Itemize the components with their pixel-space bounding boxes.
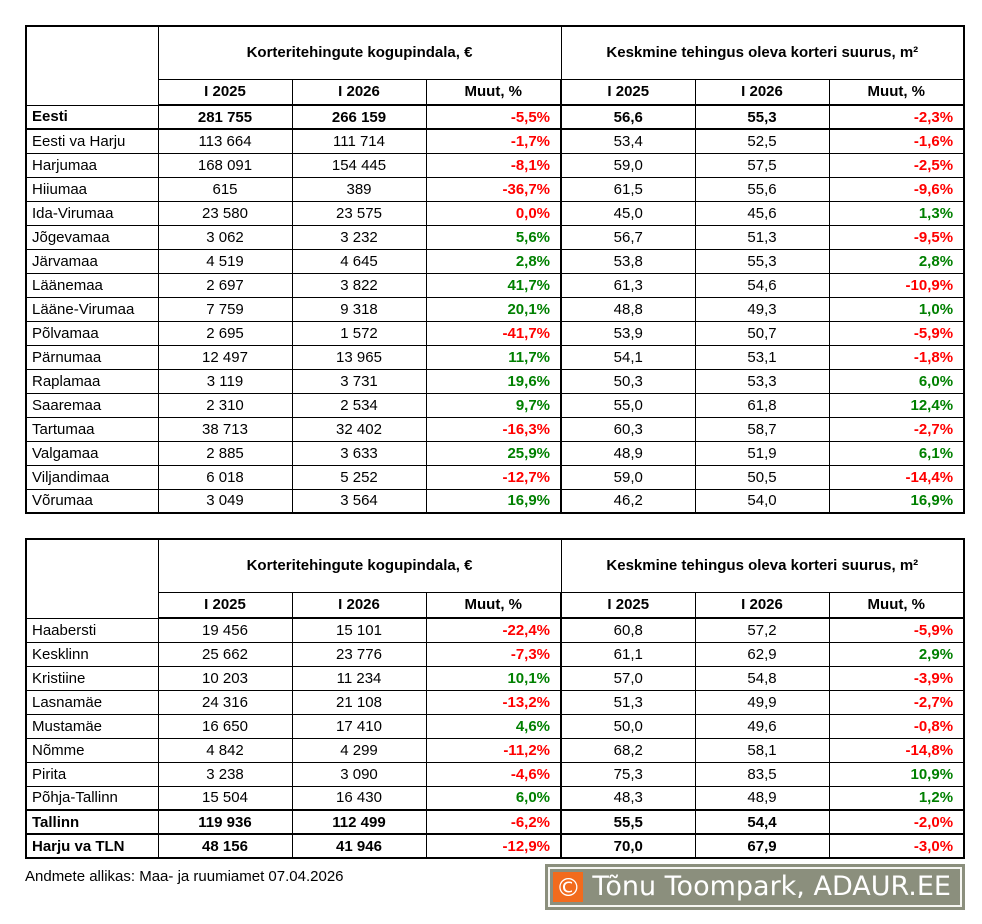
- value-cell: 55,3: [695, 105, 829, 129]
- change-percent-cell: -5,9%: [829, 321, 964, 345]
- region-label: Ida-Virumaa: [26, 201, 158, 225]
- value-cell: 10 203: [158, 666, 292, 690]
- table-row: [26, 225, 964, 249]
- value-cell: 23 575: [292, 201, 426, 225]
- group-header-row: [26, 26, 964, 79]
- col-header-muut: Muut, %: [829, 79, 964, 105]
- change-percent-cell: -14,4%: [829, 465, 964, 489]
- value-cell: 111 714: [292, 129, 426, 153]
- table-row: [26, 153, 964, 177]
- value-cell: 5 252: [292, 465, 426, 489]
- table-row: [26, 618, 964, 642]
- region-label: Tallinn: [26, 810, 158, 834]
- value-cell: 3 633: [292, 441, 426, 465]
- value-cell: 23 580: [158, 201, 292, 225]
- value-cell: 113 664: [158, 129, 292, 153]
- region-label: Järvamaa: [26, 249, 158, 273]
- change-percent-cell: 10,1%: [426, 666, 561, 690]
- col-header-i2026: I 2026: [292, 592, 426, 618]
- value-cell: 50,3: [561, 369, 695, 393]
- value-cell: 2 885: [158, 441, 292, 465]
- value-cell: 51,9: [695, 441, 829, 465]
- value-cell: 48,9: [561, 441, 695, 465]
- change-percent-cell: 20,1%: [426, 297, 561, 321]
- value-cell: 48,9: [695, 786, 829, 810]
- data-source-note: Andmete allikas: Maa- ja ruumiamet 07.04.2026: [25, 868, 344, 885]
- value-cell: 57,5: [695, 153, 829, 177]
- value-cell: 4 842: [158, 738, 292, 762]
- value-cell: 45,6: [695, 201, 829, 225]
- value-cell: 13 965: [292, 345, 426, 369]
- region-label: Hiiumaa: [26, 177, 158, 201]
- table-row: [26, 177, 964, 201]
- region-label: Nõmme: [26, 738, 158, 762]
- value-cell: 53,9: [561, 321, 695, 345]
- region-label: Haabersti: [26, 618, 158, 642]
- value-cell: 7 759: [158, 297, 292, 321]
- table-row: [26, 321, 964, 345]
- value-cell: 59,0: [561, 153, 695, 177]
- value-cell: 56,7: [561, 225, 695, 249]
- value-cell: 4 519: [158, 249, 292, 273]
- value-cell: 3 731: [292, 369, 426, 393]
- region-label: Viljandimaa: [26, 465, 158, 489]
- region-label: Lasnamäe: [26, 690, 158, 714]
- district-table: [25, 538, 965, 859]
- change-percent-cell: -2,7%: [829, 690, 964, 714]
- change-percent-cell: -11,2%: [426, 738, 561, 762]
- change-percent-cell: -41,7%: [426, 321, 561, 345]
- value-cell: 281 755: [158, 105, 292, 129]
- change-percent-cell: -1,8%: [829, 345, 964, 369]
- value-cell: 49,6: [695, 714, 829, 738]
- change-percent-cell: -3,9%: [829, 666, 964, 690]
- table-row: [26, 489, 964, 513]
- value-cell: 2 695: [158, 321, 292, 345]
- table-row: [26, 273, 964, 297]
- value-cell: 55,5: [561, 810, 695, 834]
- district-table-body: [26, 618, 964, 858]
- region-label: Raplamaa: [26, 369, 158, 393]
- table-row: [26, 762, 964, 786]
- change-percent-cell: 1,3%: [829, 201, 964, 225]
- column-header-row: [26, 79, 964, 105]
- change-percent-cell: -10,9%: [829, 273, 964, 297]
- value-cell: 3 564: [292, 489, 426, 513]
- region-label: Mustamäe: [26, 714, 158, 738]
- value-cell: 54,8: [695, 666, 829, 690]
- value-cell: 83,5: [695, 762, 829, 786]
- value-cell: 57,0: [561, 666, 695, 690]
- change-percent-cell: -5,5%: [426, 105, 561, 129]
- value-cell: 58,7: [695, 417, 829, 441]
- value-cell: 154 445: [292, 153, 426, 177]
- change-percent-cell: 2,8%: [426, 249, 561, 273]
- col-header-i2025: I 2025: [561, 592, 695, 618]
- change-percent-cell: -9,5%: [829, 225, 964, 249]
- col-header-i2025: I 2025: [158, 79, 292, 105]
- value-cell: 12 497: [158, 345, 292, 369]
- change-percent-cell: -8,1%: [426, 153, 561, 177]
- value-cell: 53,4: [561, 129, 695, 153]
- value-cell: 1 572: [292, 321, 426, 345]
- table-row: [26, 297, 964, 321]
- value-cell: 48,3: [561, 786, 695, 810]
- value-cell: 68,2: [561, 738, 695, 762]
- value-cell: 61,1: [561, 642, 695, 666]
- value-cell: 53,8: [561, 249, 695, 273]
- change-percent-cell: 9,7%: [426, 393, 561, 417]
- table-row: [26, 642, 964, 666]
- table-row: [26, 441, 964, 465]
- change-percent-cell: 6,1%: [829, 441, 964, 465]
- value-cell: 16 430: [292, 786, 426, 810]
- value-cell: 17 410: [292, 714, 426, 738]
- change-percent-cell: -0,8%: [829, 714, 964, 738]
- value-cell: 49,3: [695, 297, 829, 321]
- value-cell: 70,0: [561, 834, 695, 858]
- value-cell: 67,9: [695, 834, 829, 858]
- region-label: Kesklinn: [26, 642, 158, 666]
- region-label: Pärnumaa: [26, 345, 158, 369]
- footer: [25, 861, 966, 907]
- group-header-total-area: Korteritehingute kogupindala, €: [158, 539, 561, 592]
- region-label: Kristiine: [26, 666, 158, 690]
- change-percent-cell: -4,6%: [426, 762, 561, 786]
- value-cell: 3 822: [292, 273, 426, 297]
- change-percent-cell: 19,6%: [426, 369, 561, 393]
- col-header-i2025: I 2025: [158, 592, 292, 618]
- region-label: Läänemaa: [26, 273, 158, 297]
- value-cell: 56,6: [561, 105, 695, 129]
- value-cell: 23 776: [292, 642, 426, 666]
- value-cell: 4 645: [292, 249, 426, 273]
- value-cell: 41 946: [292, 834, 426, 858]
- change-percent-cell: 16,9%: [829, 489, 964, 513]
- value-cell: 58,1: [695, 738, 829, 762]
- region-label: Pirita: [26, 762, 158, 786]
- value-cell: 2 534: [292, 393, 426, 417]
- value-cell: 389: [292, 177, 426, 201]
- region-label: Põhja-Tallinn: [26, 786, 158, 810]
- value-cell: 54,1: [561, 345, 695, 369]
- change-percent-cell: 41,7%: [426, 273, 561, 297]
- value-cell: 49,9: [695, 690, 829, 714]
- change-percent-cell: 10,9%: [829, 762, 964, 786]
- group-header-row: [26, 539, 964, 592]
- value-cell: 2 697: [158, 273, 292, 297]
- table-row: [26, 690, 964, 714]
- value-cell: 2 310: [158, 393, 292, 417]
- corner-cell: [26, 26, 158, 105]
- table-row: [26, 465, 964, 489]
- value-cell: 60,3: [561, 417, 695, 441]
- value-cell: 32 402: [292, 417, 426, 441]
- value-cell: 54,0: [695, 489, 829, 513]
- group-header-total-area: Korteritehingute kogupindala, €: [158, 26, 561, 79]
- col-header-muut: Muut, %: [426, 79, 561, 105]
- table-row: [26, 738, 964, 762]
- col-header-i2026: I 2026: [292, 79, 426, 105]
- change-percent-cell: 0,0%: [426, 201, 561, 225]
- value-cell: 45,0: [561, 201, 695, 225]
- value-cell: 62,9: [695, 642, 829, 666]
- col-header-i2025: I 2025: [561, 79, 695, 105]
- county-table: [25, 25, 965, 514]
- value-cell: 9 318: [292, 297, 426, 321]
- change-percent-cell: 1,2%: [829, 786, 964, 810]
- value-cell: 3 090: [292, 762, 426, 786]
- region-label: Harju va TLN: [26, 834, 158, 858]
- value-cell: 59,0: [561, 465, 695, 489]
- table-row: [26, 417, 964, 441]
- change-percent-cell: 6,0%: [426, 786, 561, 810]
- value-cell: 55,3: [695, 249, 829, 273]
- col-header-i2026: I 2026: [695, 79, 829, 105]
- value-cell: 50,0: [561, 714, 695, 738]
- value-cell: 75,3: [561, 762, 695, 786]
- change-percent-cell: -12,9%: [426, 834, 561, 858]
- change-percent-cell: -1,7%: [426, 129, 561, 153]
- table-row: [26, 786, 964, 810]
- value-cell: 6 018: [158, 465, 292, 489]
- change-percent-cell: 16,9%: [426, 489, 561, 513]
- value-cell: 3 062: [158, 225, 292, 249]
- group-header-avg-size: Keskmine tehingus oleva korteri suurus, m²: [561, 539, 964, 592]
- change-percent-cell: -13,2%: [426, 690, 561, 714]
- value-cell: 57,2: [695, 618, 829, 642]
- table-row: [26, 201, 964, 225]
- change-percent-cell: -36,7%: [426, 177, 561, 201]
- adaur-logo: [548, 867, 962, 907]
- change-percent-cell: -2,5%: [829, 153, 964, 177]
- region-label: Jõgevamaa: [26, 225, 158, 249]
- corner-cell: [26, 539, 158, 618]
- change-percent-cell: -9,6%: [829, 177, 964, 201]
- table-row: [26, 345, 964, 369]
- col-header-i2026: I 2026: [695, 592, 829, 618]
- change-percent-cell: 11,7%: [426, 345, 561, 369]
- region-label: Valgamaa: [26, 441, 158, 465]
- table-row: [26, 129, 964, 153]
- change-percent-cell: 2,8%: [829, 249, 964, 273]
- region-label: Eesti va Harju: [26, 129, 158, 153]
- table-row: [26, 393, 964, 417]
- region-label: Harjumaa: [26, 153, 158, 177]
- col-header-muut: Muut, %: [829, 592, 964, 618]
- value-cell: 51,3: [695, 225, 829, 249]
- col-header-muut: Muut, %: [426, 592, 561, 618]
- value-cell: 119 936: [158, 810, 292, 834]
- change-percent-cell: 1,0%: [829, 297, 964, 321]
- logo-text: Tõnu Toompark, ADAUR.EE: [592, 871, 951, 903]
- change-percent-cell: -2,7%: [829, 417, 964, 441]
- change-percent-cell: -16,3%: [426, 417, 561, 441]
- value-cell: 46,2: [561, 489, 695, 513]
- value-cell: 3 232: [292, 225, 426, 249]
- change-percent-cell: 2,9%: [829, 642, 964, 666]
- group-header-avg-size: Keskmine tehingus oleva korteri suurus, m²: [561, 26, 964, 79]
- table-row: [26, 105, 964, 129]
- value-cell: 24 316: [158, 690, 292, 714]
- value-cell: 266 159: [292, 105, 426, 129]
- change-percent-cell: -1,6%: [829, 129, 964, 153]
- change-percent-cell: 25,9%: [426, 441, 561, 465]
- value-cell: 48 156: [158, 834, 292, 858]
- value-cell: 50,5: [695, 465, 829, 489]
- column-header-row: [26, 592, 964, 618]
- change-percent-cell: -12,7%: [426, 465, 561, 489]
- value-cell: 3 049: [158, 489, 292, 513]
- change-percent-cell: 4,6%: [426, 714, 561, 738]
- value-cell: 53,1: [695, 345, 829, 369]
- value-cell: 61,3: [561, 273, 695, 297]
- value-cell: 61,8: [695, 393, 829, 417]
- region-label: Võrumaa: [26, 489, 158, 513]
- value-cell: 55,6: [695, 177, 829, 201]
- value-cell: 3 119: [158, 369, 292, 393]
- change-percent-cell: -22,4%: [426, 618, 561, 642]
- value-cell: 25 662: [158, 642, 292, 666]
- value-cell: 38 713: [158, 417, 292, 441]
- county-table-body: [26, 105, 964, 513]
- change-percent-cell: 12,4%: [829, 393, 964, 417]
- change-percent-cell: 5,6%: [426, 225, 561, 249]
- table-row: [26, 714, 964, 738]
- value-cell: 168 091: [158, 153, 292, 177]
- value-cell: 48,8: [561, 297, 695, 321]
- table-row: [26, 810, 964, 834]
- change-percent-cell: -7,3%: [426, 642, 561, 666]
- table-row: [26, 666, 964, 690]
- value-cell: 52,5: [695, 129, 829, 153]
- value-cell: 112 499: [292, 810, 426, 834]
- value-cell: 15 101: [292, 618, 426, 642]
- value-cell: 54,6: [695, 273, 829, 297]
- region-label: Lääne-Virumaa: [26, 297, 158, 321]
- value-cell: 19 456: [158, 618, 292, 642]
- value-cell: 16 650: [158, 714, 292, 738]
- value-cell: 60,8: [561, 618, 695, 642]
- value-cell: 4 299: [292, 738, 426, 762]
- value-cell: 3 238: [158, 762, 292, 786]
- change-percent-cell: -6,2%: [426, 810, 561, 834]
- value-cell: 615: [158, 177, 292, 201]
- change-percent-cell: -2,3%: [829, 105, 964, 129]
- value-cell: 55,0: [561, 393, 695, 417]
- region-label: Eesti: [26, 105, 158, 129]
- value-cell: 54,4: [695, 810, 829, 834]
- table-row: [26, 369, 964, 393]
- value-cell: 53,3: [695, 369, 829, 393]
- change-percent-cell: -3,0%: [829, 834, 964, 858]
- table-row: [26, 834, 964, 858]
- value-cell: 50,7: [695, 321, 829, 345]
- change-percent-cell: 6,0%: [829, 369, 964, 393]
- value-cell: 11 234: [292, 666, 426, 690]
- value-cell: 61,5: [561, 177, 695, 201]
- change-percent-cell: -5,9%: [829, 618, 964, 642]
- table-row: [26, 249, 964, 273]
- value-cell: 21 108: [292, 690, 426, 714]
- change-percent-cell: -2,0%: [829, 810, 964, 834]
- value-cell: 15 504: [158, 786, 292, 810]
- region-label: Saaremaa: [26, 393, 158, 417]
- value-cell: 51,3: [561, 690, 695, 714]
- region-label: Põlvamaa: [26, 321, 158, 345]
- region-label: Tartumaa: [26, 417, 158, 441]
- copyright-icon: ©: [553, 872, 583, 902]
- change-percent-cell: -14,8%: [829, 738, 964, 762]
